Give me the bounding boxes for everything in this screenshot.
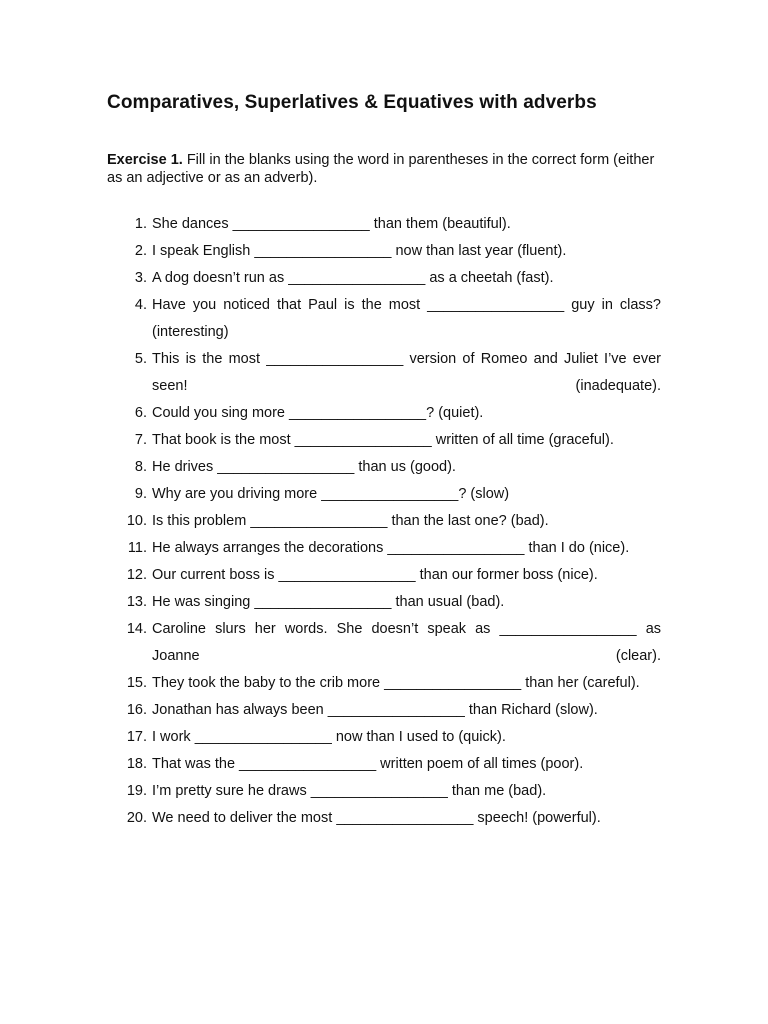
item-text (152, 535, 661, 562)
answer-blank[interactable]: _________________ (250, 513, 388, 529)
item-text (152, 238, 661, 265)
answer-blank[interactable]: _________________ (384, 675, 522, 691)
answer-blank[interactable]: _________________ (336, 810, 474, 826)
list-item (0, 481, 768, 508)
exercise-list (0, 211, 768, 832)
item-text-after: than our former boss (nice). (415, 567, 598, 583)
item-text-after: than usual (bad). (391, 594, 505, 610)
item-text-before: Why are you driving more (152, 486, 322, 502)
item-text-after: than us (good). (354, 459, 456, 475)
item-text-after: than them (beautiful). (369, 216, 511, 232)
item-text (152, 616, 661, 670)
list-item (0, 454, 768, 481)
page-title: Comparatives, Superlatives & Equatives with adverbs (107, 92, 597, 113)
answer-blank[interactable]: _________________ (239, 756, 377, 772)
item-text-after: than the last one? (bad). (387, 513, 549, 529)
exercise-label: Exercise 1. (107, 152, 183, 168)
list-item (0, 778, 768, 805)
list-item (0, 751, 768, 778)
answer-blank[interactable]: _________________ (254, 243, 392, 259)
item-number: 20. (126, 810, 147, 826)
list-item (0, 670, 768, 697)
answer-blank[interactable]: _________________ (217, 459, 355, 475)
item-text-before: They took the baby to the crib more (152, 675, 385, 691)
list-item (0, 562, 768, 589)
item-text-after: now than I used to (quick). (331, 729, 506, 745)
item-text-after: version of Romeo and Juliet I’ve ever seen! (inadequate). (152, 351, 662, 394)
item-text (152, 670, 661, 697)
item-number: 7. (134, 432, 147, 448)
list-item (0, 535, 768, 562)
item-text-before: Jonathan has always been (152, 702, 328, 718)
item-text-after: written of all time (graceful). (431, 432, 614, 448)
answer-blank[interactable]: _________________ (327, 702, 465, 718)
item-text-after: written poem of all times (poor). (376, 756, 584, 772)
item-text (152, 481, 661, 508)
item-number: 3. (134, 270, 147, 286)
answer-blank[interactable]: _________________ (266, 351, 404, 367)
answer-blank[interactable]: _________________ (254, 594, 392, 610)
item-text-after: as a cheetah (fast). (425, 270, 554, 286)
item-text (152, 292, 661, 346)
list-item (0, 724, 768, 751)
answer-blank[interactable]: _________________ (310, 783, 448, 799)
list-item (0, 238, 768, 265)
answer-blank[interactable]: _________________ (321, 486, 459, 502)
list-item (0, 508, 768, 535)
list-item (0, 616, 768, 670)
item-text-after: now than last year (fluent). (391, 243, 567, 259)
item-text (152, 805, 661, 832)
item-text-before: I speak English (152, 243, 255, 259)
list-item (0, 697, 768, 724)
item-number: 2. (134, 243, 147, 259)
item-text (152, 724, 661, 751)
list-item (0, 400, 768, 427)
item-text-after: speech! (powerful). (473, 810, 601, 826)
item-text (152, 211, 661, 238)
answer-blank[interactable]: _________________ (387, 540, 525, 556)
item-number: 5. (134, 351, 147, 367)
item-text-before: Is this problem (152, 513, 251, 529)
exercise-instructions (107, 151, 667, 187)
answer-blank[interactable]: _________________ (294, 432, 432, 448)
item-text-before: Have you noticed that Paul is the most (152, 297, 428, 313)
item-text-before: He was singing (152, 594, 255, 610)
item-text (152, 265, 661, 292)
item-text (152, 589, 661, 616)
item-text-after: ? (slow) (458, 486, 510, 502)
answer-blank[interactable]: _________________ (232, 216, 370, 232)
item-text-before: A dog doesn’t run as (152, 270, 289, 286)
list-item (0, 346, 768, 400)
list-item (0, 805, 768, 832)
item-text-after: than me (bad). (447, 783, 547, 799)
item-number: 9. (134, 486, 147, 502)
answer-blank[interactable]: _________________ (288, 270, 426, 286)
list-item (0, 292, 768, 346)
item-number: 14. (126, 621, 147, 637)
item-text-before: Caroline slurs her words. She doesn’t speak as (152, 621, 500, 637)
item-text-before: We need to deliver the most (152, 810, 337, 826)
item-number: 15. (126, 675, 147, 691)
item-text (152, 562, 661, 589)
item-text-before: He always arranges the decorations (152, 540, 388, 556)
item-text-before: This is the most (152, 351, 267, 367)
item-number: 11. (127, 540, 147, 556)
answer-blank[interactable]: _________________ (499, 621, 637, 637)
list-item (0, 265, 768, 292)
item-text-before: That was the (152, 756, 240, 772)
item-text-after: ? (quiet). (426, 405, 484, 421)
answer-blank[interactable]: _________________ (427, 297, 565, 313)
answer-blank[interactable]: _________________ (194, 729, 332, 745)
list-item (0, 211, 768, 238)
item-number: 8. (134, 459, 147, 475)
item-text-after: than Richard (slow). (464, 702, 598, 718)
answer-blank[interactable]: _________________ (278, 567, 416, 583)
item-text-after: than I do (nice). (524, 540, 630, 556)
item-number: 6. (134, 405, 147, 421)
item-text (152, 346, 661, 400)
list-item (0, 427, 768, 454)
item-text-after: guy in class? (interesting) (152, 297, 661, 340)
item-text (152, 400, 661, 427)
answer-blank[interactable]: _________________ (289, 405, 427, 421)
item-text-after: as Joanne (clear). (152, 621, 662, 664)
item-number: 17. (126, 729, 147, 745)
item-text-before: He drives (152, 459, 218, 475)
item-text (152, 454, 661, 481)
item-number: 13. (126, 594, 147, 610)
item-text-before: She dances (152, 216, 233, 232)
item-number: 12. (126, 567, 147, 583)
item-number: 4. (134, 297, 147, 313)
item-text (152, 751, 661, 778)
item-text-after: than her (careful). (521, 675, 640, 691)
item-text (152, 778, 661, 805)
item-text (152, 508, 661, 535)
item-number: 18. (126, 756, 147, 772)
item-number: 1. (134, 216, 147, 232)
item-text (152, 697, 661, 724)
item-number: 16. (126, 702, 147, 718)
item-text-before: I work (152, 729, 195, 745)
item-text-before: Could you sing more (152, 405, 290, 421)
item-text-before: That book is the most (152, 432, 295, 448)
item-number: 10. (126, 513, 147, 529)
item-text-before: Our current boss is (152, 567, 279, 583)
item-text (152, 427, 661, 454)
item-number: 19. (126, 783, 147, 799)
item-text-before: I’m pretty sure he draws (152, 783, 311, 799)
list-item (0, 589, 768, 616)
exercise-instruction-text: Fill in the blanks using the word in parentheses in the correct form (either as an adjective or as an adverb). (107, 152, 655, 186)
